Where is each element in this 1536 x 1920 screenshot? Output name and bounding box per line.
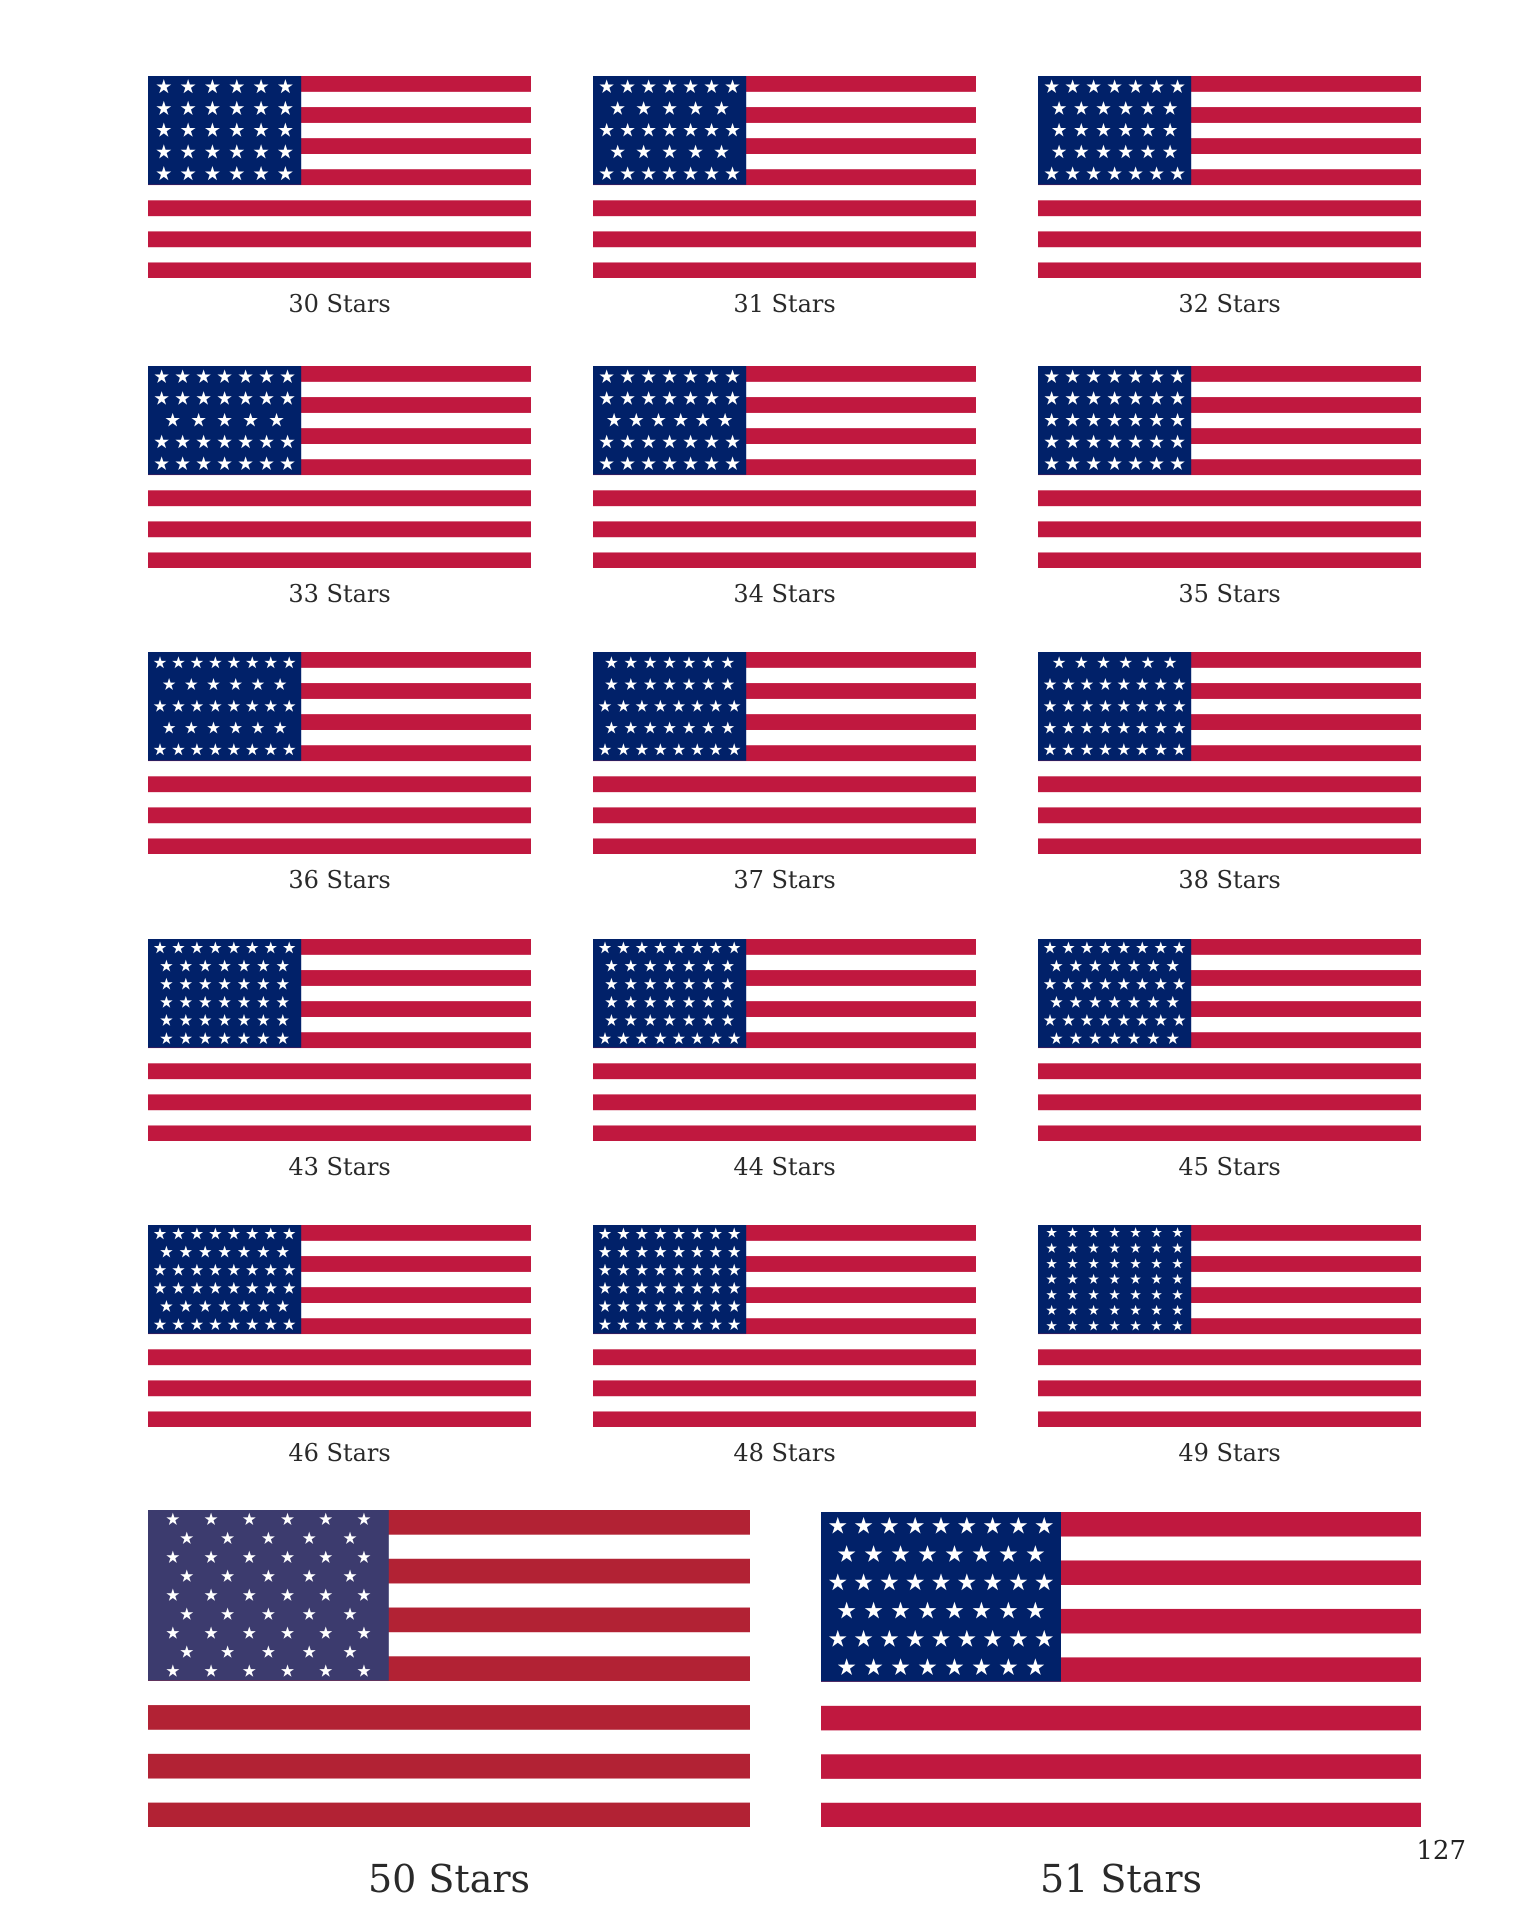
red-stripe bbox=[593, 1411, 976, 1427]
canton bbox=[148, 1225, 301, 1334]
red-stripe bbox=[593, 490, 976, 506]
flag-43-stars bbox=[148, 939, 531, 1141]
flag-caption: 34 Stars bbox=[733, 580, 836, 608]
red-stripe bbox=[593, 231, 976, 247]
flag-item-50 bbox=[148, 1510, 750, 1901]
flag-caption: 51 Stars bbox=[1039, 1857, 1203, 1901]
red-stripe bbox=[593, 1380, 976, 1396]
red-stripe bbox=[148, 1094, 531, 1110]
flag-44-stars bbox=[593, 939, 976, 1141]
red-stripe bbox=[148, 521, 531, 537]
canton bbox=[1038, 939, 1191, 1048]
flag-32-stars bbox=[1038, 76, 1421, 278]
flag-caption: 44 Stars bbox=[733, 1153, 836, 1181]
flag-caption: 31 Stars bbox=[733, 290, 836, 318]
flag-caption: 38 Stars bbox=[1178, 866, 1281, 894]
red-stripe bbox=[148, 1411, 531, 1427]
red-stripe bbox=[593, 1094, 976, 1110]
red-stripe bbox=[148, 490, 531, 506]
red-stripe bbox=[148, 1754, 750, 1779]
flag-item-48 bbox=[593, 1225, 976, 1467]
red-stripe bbox=[148, 1803, 750, 1827]
red-stripe bbox=[593, 838, 976, 854]
red-stripe bbox=[821, 1754, 1421, 1779]
red-stripe bbox=[1038, 200, 1421, 216]
flag-item-31 bbox=[593, 76, 976, 318]
red-stripe bbox=[1038, 231, 1421, 247]
flag-51-stars bbox=[821, 1512, 1421, 1827]
red-stripe bbox=[593, 776, 976, 792]
flag-caption: 30 Stars bbox=[288, 290, 391, 318]
flag-caption: 43 Stars bbox=[288, 1153, 391, 1181]
flag-item-45 bbox=[1038, 939, 1421, 1181]
red-stripe bbox=[1038, 807, 1421, 823]
red-stripe bbox=[593, 200, 976, 216]
flag-48-stars bbox=[593, 1225, 976, 1427]
red-stripe bbox=[1038, 552, 1421, 568]
red-stripe bbox=[148, 1349, 531, 1365]
canton bbox=[593, 1225, 746, 1334]
flag-item-51 bbox=[821, 1512, 1421, 1901]
flag-34-stars bbox=[593, 366, 976, 568]
flag-37-stars bbox=[593, 652, 976, 854]
red-stripe bbox=[148, 1063, 531, 1079]
flag-caption: 49 Stars bbox=[1178, 1439, 1281, 1467]
flag-item-34 bbox=[593, 366, 976, 608]
canton bbox=[148, 652, 301, 761]
flag-31-stars bbox=[593, 76, 976, 278]
flag-caption: 50 Stars bbox=[367, 1857, 531, 1901]
flag-45-stars bbox=[1038, 939, 1421, 1141]
canton bbox=[148, 939, 301, 1048]
red-stripe bbox=[1038, 1094, 1421, 1110]
flag-item-46 bbox=[148, 1225, 531, 1467]
flag-item-32 bbox=[1038, 76, 1421, 318]
red-stripe bbox=[1038, 1380, 1421, 1396]
red-stripe bbox=[593, 1349, 976, 1365]
canton bbox=[1038, 652, 1191, 761]
red-stripe bbox=[593, 552, 976, 568]
flag-item-37 bbox=[593, 652, 976, 894]
red-stripe bbox=[1038, 776, 1421, 792]
flag-caption: 45 Stars bbox=[1178, 1153, 1281, 1181]
red-stripe bbox=[148, 776, 531, 792]
flag-caption: 36 Stars bbox=[288, 866, 391, 894]
red-stripe bbox=[593, 1125, 976, 1141]
red-stripe bbox=[148, 1125, 531, 1141]
flag-49-stars bbox=[1038, 1225, 1421, 1427]
red-stripe bbox=[1038, 1411, 1421, 1427]
red-stripe bbox=[1038, 1063, 1421, 1079]
flag-item-30 bbox=[148, 76, 531, 318]
red-stripe bbox=[148, 838, 531, 854]
red-stripe bbox=[1038, 1349, 1421, 1365]
red-stripe bbox=[148, 231, 531, 247]
flag-46-stars bbox=[148, 1225, 531, 1427]
canton bbox=[593, 939, 746, 1048]
canton bbox=[593, 652, 746, 761]
red-stripe bbox=[148, 552, 531, 568]
red-stripe bbox=[148, 200, 531, 216]
flag-item-35 bbox=[1038, 366, 1421, 608]
flag-30-stars bbox=[148, 76, 531, 278]
flag-item-38 bbox=[1038, 652, 1421, 894]
red-stripe bbox=[148, 807, 531, 823]
red-stripe bbox=[821, 1803, 1421, 1827]
red-stripe bbox=[593, 521, 976, 537]
canton bbox=[821, 1512, 1061, 1682]
flag-item-43 bbox=[148, 939, 531, 1181]
red-stripe bbox=[148, 262, 531, 278]
flag-caption: 48 Stars bbox=[733, 1439, 836, 1467]
red-stripe bbox=[821, 1706, 1421, 1731]
flag-caption: 37 Stars bbox=[733, 866, 836, 894]
flag-item-33 bbox=[148, 366, 531, 608]
flag-caption: 32 Stars bbox=[1178, 290, 1281, 318]
flag-50-stars bbox=[148, 1510, 750, 1827]
flag-35-stars bbox=[1038, 366, 1421, 568]
red-stripe bbox=[148, 1380, 531, 1396]
flag-caption: 33 Stars bbox=[288, 580, 391, 608]
flag-caption: 35 Stars bbox=[1178, 580, 1281, 608]
red-stripe bbox=[1038, 1125, 1421, 1141]
red-stripe bbox=[593, 262, 976, 278]
page-number: 127 bbox=[1416, 1836, 1466, 1866]
flag-item-49 bbox=[1038, 1225, 1421, 1467]
red-stripe bbox=[1038, 490, 1421, 506]
flag-38-stars bbox=[1038, 652, 1421, 854]
flag-caption: 46 Stars bbox=[288, 1439, 391, 1467]
flag-33-stars bbox=[148, 366, 531, 568]
red-stripe bbox=[593, 1063, 976, 1079]
red-stripe bbox=[148, 1705, 750, 1730]
flag-36-stars bbox=[148, 652, 531, 854]
canton bbox=[148, 76, 301, 185]
flag-item-36 bbox=[148, 652, 531, 894]
red-stripe bbox=[593, 807, 976, 823]
red-stripe bbox=[1038, 838, 1421, 854]
red-stripe bbox=[1038, 521, 1421, 537]
flag-item-44 bbox=[593, 939, 976, 1181]
red-stripe bbox=[1038, 262, 1421, 278]
